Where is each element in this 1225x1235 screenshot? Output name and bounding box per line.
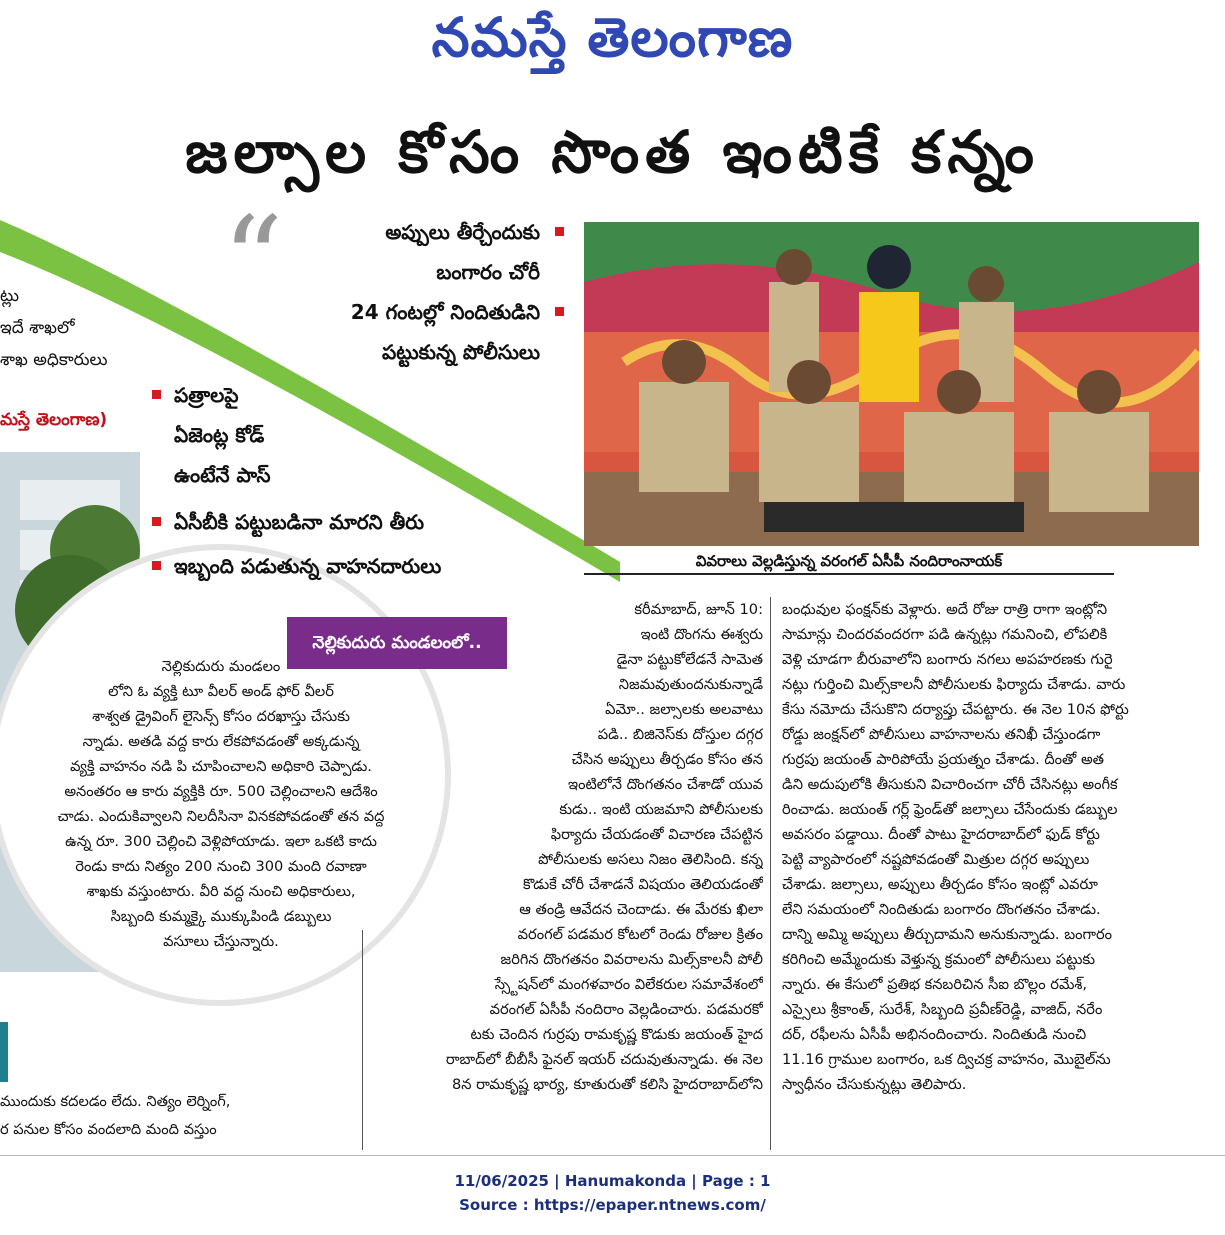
- article-line: శాఖకు వస్తుంటారు. వీరి వద్ద నుంచి అధికారులు,: [86, 883, 356, 900]
- left-clip-credit: మస్తే తెలంగాణ): [0, 410, 108, 430]
- article-line: ఇంటిలోనే దొంగతనం చేశాడో యువ: [568, 776, 763, 793]
- bottom-clip-column: [0, 1088, 300, 1144]
- bullet-line: అప్పులు తీర్చేందుకు: [385, 220, 540, 244]
- bullet-icon: [152, 517, 161, 526]
- article-line: కేసు నమోదు చేసుకొని దర్యాప్తు చేపట్టారు. ఈ నెల 10న ఫోర్టు: [782, 701, 1129, 718]
- masthead: [0, 0, 1225, 80]
- circle-article: [6, 654, 436, 954]
- top-bullet-list: [320, 212, 570, 372]
- left-clip-line: ట్లు: [0, 286, 20, 306]
- newspaper-logo: నమస్తే తెలంగాణ: [431, 6, 794, 69]
- article-line: దర్, రఫీలను ఏసీపీ అభినందించారు. నిందితుడి నుంచి: [782, 1026, 1087, 1043]
- article-line: రించాడు. జయంత్ గర్ల్ ఫ్రెండ్‌తో జల్సాలు చేసేందుకు డబ్బుల: [782, 801, 1118, 818]
- article-line: దాన్ని అమ్మి అప్పులు తీర్చుదామని అనుకున్నాడు. బంగారం: [782, 926, 1113, 943]
- article-line: పడి.. బిజినెస్‌కు దోస్తుల దగ్గర: [597, 726, 763, 743]
- bullet-line: పట్టుకున్న పోలీసులు: [382, 340, 540, 364]
- article-line: బంధువుల ఫంక్షన్‌కు వెళ్లారు. అదే రోజు రాత్రి రాగా ఇంట్లోని: [782, 601, 1108, 618]
- article-line: టకు చెందిన గుర్రపు రామకృష్ణ కొడుకు జయంత్ హైద: [470, 1026, 763, 1043]
- article-line: శాశ్వత డ్రైవింగ్ లైసెన్స్ కోసం దరఖాస్తు చేసుకు: [92, 708, 350, 725]
- article-line: రోడ్డు జంక్షన్‌లో పోలీసులు వాహనాలను తనిఖీ చేస్తుండగా: [782, 726, 1101, 743]
- column-divider: [362, 930, 363, 1150]
- photo-caption: వివరాలు వెల్లడిస్తున్న వరంగల్ ఏసీపీ నందిరాంనాయక్: [695, 552, 1003, 570]
- article-line: డైనా పట్టుకోలేడనే సామెత: [616, 651, 763, 668]
- article-line: ముందుకు కదలడం లేదు. నిత్యం లెర్నింగ్,: [0, 1093, 231, 1110]
- bullet-line: పత్రాలపై: [174, 383, 239, 407]
- article-line: 8న రామకృష్ణ భార్య, కూతురుతో కలిసి హైదరాబాద్‌లోని: [451, 1076, 763, 1093]
- article-line: చాడు. ఎందుకివ్వాలని నిలదీసినా వినకపోవడంతో తన వద్ద: [57, 808, 385, 825]
- left-clip-line: ఇదే శాఖలో: [0, 318, 75, 338]
- footer-divider: [0, 1155, 1225, 1156]
- accused-figure: [859, 292, 919, 402]
- article-line: లేని సమయంలో నిందితుడు బంగారం దొంగతనం చేశాడు.: [782, 901, 1101, 918]
- left-clip-line: శాఖ అధికారులు: [0, 350, 108, 370]
- bullet-icon: [152, 561, 161, 570]
- article-line: వసూలు చేస్తున్నారు.: [163, 933, 279, 950]
- left-clip-column: [0, 280, 140, 376]
- bullet-line: ఏసీబీకి పట్టుబడినా మారని తీరు: [174, 510, 425, 534]
- article-line: రెండు కాదు నిత్యం 200 నుంచి 300 మంది రవాణా: [75, 858, 367, 875]
- article-line: సిబ్బంది కుమ్మక్కై ముక్కుపిండి డబ్బులు: [110, 908, 332, 925]
- article-line: సామాన్లు చిందరవందరగా పడి ఉన్నట్లు గమనించి, లోపలికి: [782, 626, 1108, 643]
- article-line: వరంగల్ ఏసీపీ నందిరాం వెల్లడించారు. పడమరకో: [489, 1001, 763, 1018]
- article-line: వ్యక్తి వాహనం నడి పి చూపించాలని అధికారి చెప్పాడు.: [70, 758, 372, 775]
- bullet-line: బంగారం చోరీ: [436, 260, 540, 284]
- bullet-line: ఇబ్బంది పడుతున్న వాహనదారులు: [174, 554, 442, 578]
- column-divider: [770, 597, 771, 1150]
- bullet-icon: [555, 227, 564, 236]
- article-line: స్స్టేషన్‌లో మంగళవారం విలేకరుల సమావేశంలో: [494, 976, 763, 993]
- footer-meta: 11/06/2025 | Hanumakonda | Page : 1: [454, 1172, 771, 1190]
- article-line: ర పనుల కోసం వందలాది మంది వస్తుం: [0, 1121, 217, 1138]
- article-line: ఇంటి దొంగను ఈశ్వరు: [640, 626, 763, 643]
- article-line: అనంతరం ఆ కారు వ్యక్తికి రూ. 500 చెల్లించాలని ఆదేశిం: [64, 783, 378, 800]
- article-line: న్నారు. ఈ కేసులో ప్రతిభ కనబరిచిన సీఐ బొల్లం రమేశ్,: [782, 976, 1088, 993]
- article-line: డిని అదుపులోకి తీసుకుని విచారించగా చోరీ చేసినట్లు అంగీక: [782, 776, 1118, 793]
- bullet-icon: [555, 307, 564, 316]
- article-line: కరిగించి అమ్మేందుకు వెళ్తున్న క్రమంలో పోలీసులు పట్టుకు: [782, 951, 1096, 968]
- dateline: కరీమాబాద్, జూన్ 10:: [634, 601, 763, 618]
- bullet-icon: [152, 390, 161, 399]
- article-line: లోని ఓ వ్యక్తి టూ వీలర్ అండ్ ఫోర్ వీలర్: [108, 683, 334, 700]
- article-line: నిజమవుతుందనుకున్నాడే: [618, 676, 763, 693]
- article-line: కొడుకే చోరీ చేశాడనే విషయం తెలియడంతో: [522, 876, 763, 893]
- headline: జల్సాల కోసం సొంత ఇంటికే కన్నం: [185, 118, 1040, 186]
- article-line: నెల్లికుదురు మండలం: [161, 658, 281, 675]
- article-line: ఆ తండ్రి ఆవేదన చెందాడు. ఈ మేరకు ఖిలా: [519, 901, 763, 918]
- article-line: జరిగిన దొంగతనం వివరాలను మిల్స్‌కాలనీ పోలీ: [500, 951, 763, 968]
- bullet-line: ఏజెంట్ల కోడ్: [174, 423, 265, 447]
- bullet-line: ఉంటేనే పాస్: [174, 463, 271, 487]
- article-line: చేశాడు. జల్సాలు, అప్పులు తీర్చడం కోసం ఇంట్లో ఎవరూ: [782, 876, 1098, 893]
- article-line: ఉన్న రూ. 300 చెల్లించి వెళ్లిపోయాడు. ఇలా ఒకటి కాదు: [65, 833, 377, 850]
- quote-icon: “: [222, 192, 284, 331]
- article-line: పోలీసులకు అసలు నిజం తెలిసింది. కన్న: [538, 851, 763, 868]
- article-line: చేసిన అప్పులు తీర్చడం కోసం తన: [571, 751, 763, 768]
- right-article: [782, 597, 1212, 1097]
- article-line: వెళ్లి చూడగా బీరువాలోని బంగారు నగలు అపహరణకు గురై: [782, 651, 1113, 668]
- footer-source-link[interactable]: Source : https://epaper.ntnews.com/: [459, 1196, 766, 1214]
- article-line: ఫిర్యాదు చేయడంతో విచారణ చేపట్టిన: [550, 826, 763, 843]
- caption-underline: [584, 573, 1114, 575]
- article-line: గుర్రపు జయంత్ పారిపోయే ప్రయత్నం చేశాడు. దీంతో అత: [782, 751, 1104, 768]
- subhead-box: నెల్లికుదురు మండలంలో..: [287, 617, 507, 669]
- news-photo: [584, 222, 1199, 546]
- article-line: నట్లు గుర్తించి మిల్స్‌కాలనీ పోలీసులకు ఫిర్యాదు చేశాడు. వారు: [782, 676, 1126, 693]
- article-line: స్వాధీనం చేసుకున్నట్లు తెలిపారు.: [782, 1076, 967, 1093]
- article-line: 11.16 గ్రాముల బంగారం, ఒక ద్విచక్ర వాహనం, మొబైల్‌ను: [782, 1051, 1111, 1068]
- article-line: ఎస్సైలు శ్రీకాంత్, సురేశ్, సిబ్బంది ప్రవీణ్‌రెడ్డి, వాజిద్, నరేం: [782, 1001, 1103, 1018]
- article-line: అవసరం పడ్డాయి. దీంతో పాటు హైదరాబాద్‌లో ఫుడ్ కోర్టు: [782, 826, 1100, 843]
- middle-article: [375, 597, 763, 1097]
- article-line: ఏమో.. జల్సాలకు అలవాటు: [605, 701, 763, 718]
- article-line: రాబాద్‌లో బీబీసీ ఫైనల్ ఇయర్ చదువుతున్నాడు. ఈ నెల: [445, 1051, 763, 1068]
- bullet-line: 24 గంటల్లో నిందితుడిని: [350, 300, 540, 324]
- article-line: పెట్టి వ్యాపారంలో నష్టపోవడంతో మిత్రుల దగ్గర అప్పులు: [782, 851, 1090, 868]
- article-line: కుడు.. ఇంటి యజమాని పోలీసులకు: [559, 801, 763, 818]
- article-line: వరంగల్ పడమర కోటలో రెండు రోజుల క్రితం: [517, 926, 763, 943]
- article-line: న్నాడు. అతడి వద్ద కారు లేకపోవడంతో అక్కడున్న: [82, 733, 360, 750]
